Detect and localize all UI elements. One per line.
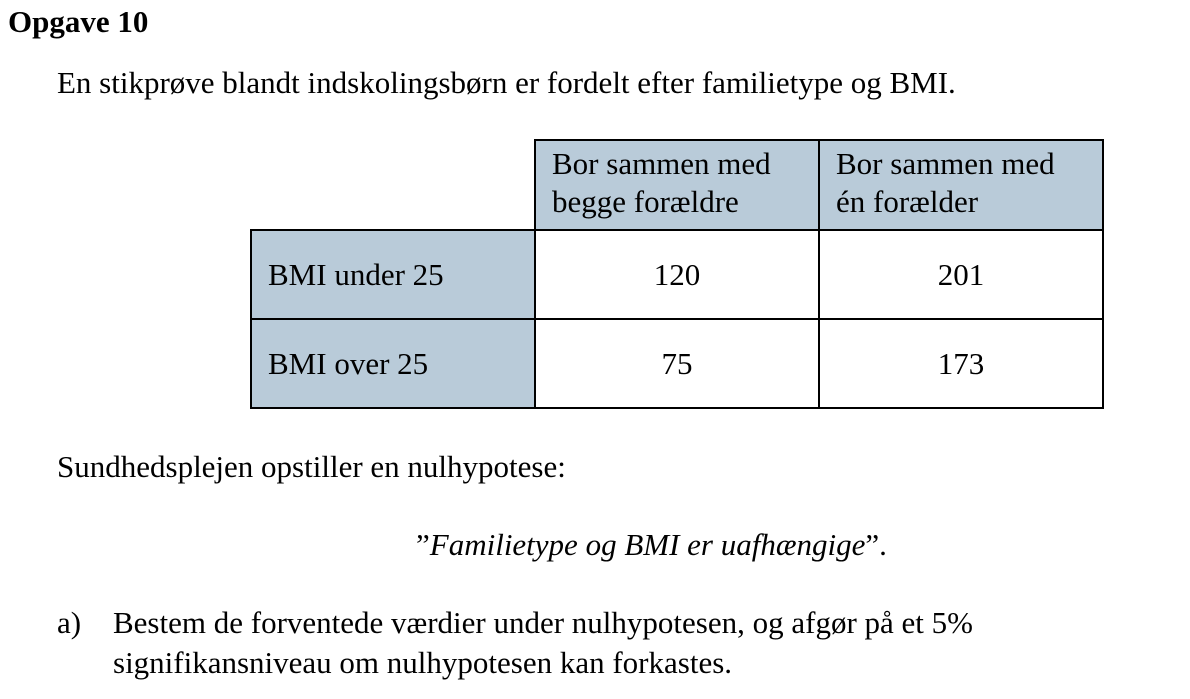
- table-cell: 75: [535, 319, 819, 408]
- row-header-bmi-over-25: BMI over 25: [251, 319, 535, 408]
- hypothesis-close-quote: ”.: [865, 527, 887, 562]
- hypothesis-intro: Sundhedsplejen opstiller en nulhypotese:: [57, 449, 566, 484]
- column-header-line: Bor sammen med: [836, 146, 1055, 181]
- hypothesis-text: Familietype og BMI er uafhængige: [429, 527, 866, 562]
- table-row: [251, 319, 1103, 408]
- row-header-bmi-under-25: BMI under 25: [251, 230, 535, 319]
- intro-text: En stikprøve blandt indskolingsbørn er fordelt efter familietype og BMI.: [57, 65, 956, 100]
- table-cell: 201: [819, 230, 1103, 319]
- column-header-one-parent: [819, 140, 1103, 230]
- column-header-line: begge forældre: [552, 184, 739, 219]
- question-text: [113, 603, 1123, 683]
- column-header-line: Bor sammen med: [552, 146, 771, 181]
- exercise-heading: Opgave 10: [8, 4, 149, 39]
- contingency-table: [250, 139, 1104, 409]
- table-row: [251, 230, 1103, 319]
- null-hypothesis: [416, 525, 887, 565]
- column-header-both-parents: [535, 140, 819, 230]
- table-cell: 120: [535, 230, 819, 319]
- table-header-row: [251, 140, 1103, 230]
- hypothesis-open-quote: ”: [416, 527, 430, 562]
- question-line: signifikansniveau om nulhypotesen kan forkastes.: [113, 645, 733, 680]
- table-corner-cell: [251, 140, 535, 230]
- table-cell: 173: [819, 319, 1103, 408]
- question-label: a): [57, 605, 82, 640]
- column-header-line: én forælder: [836, 184, 979, 219]
- question-line: Bestem de forventede værdier under nulhypotesen, og afgør på et 5%: [113, 605, 973, 640]
